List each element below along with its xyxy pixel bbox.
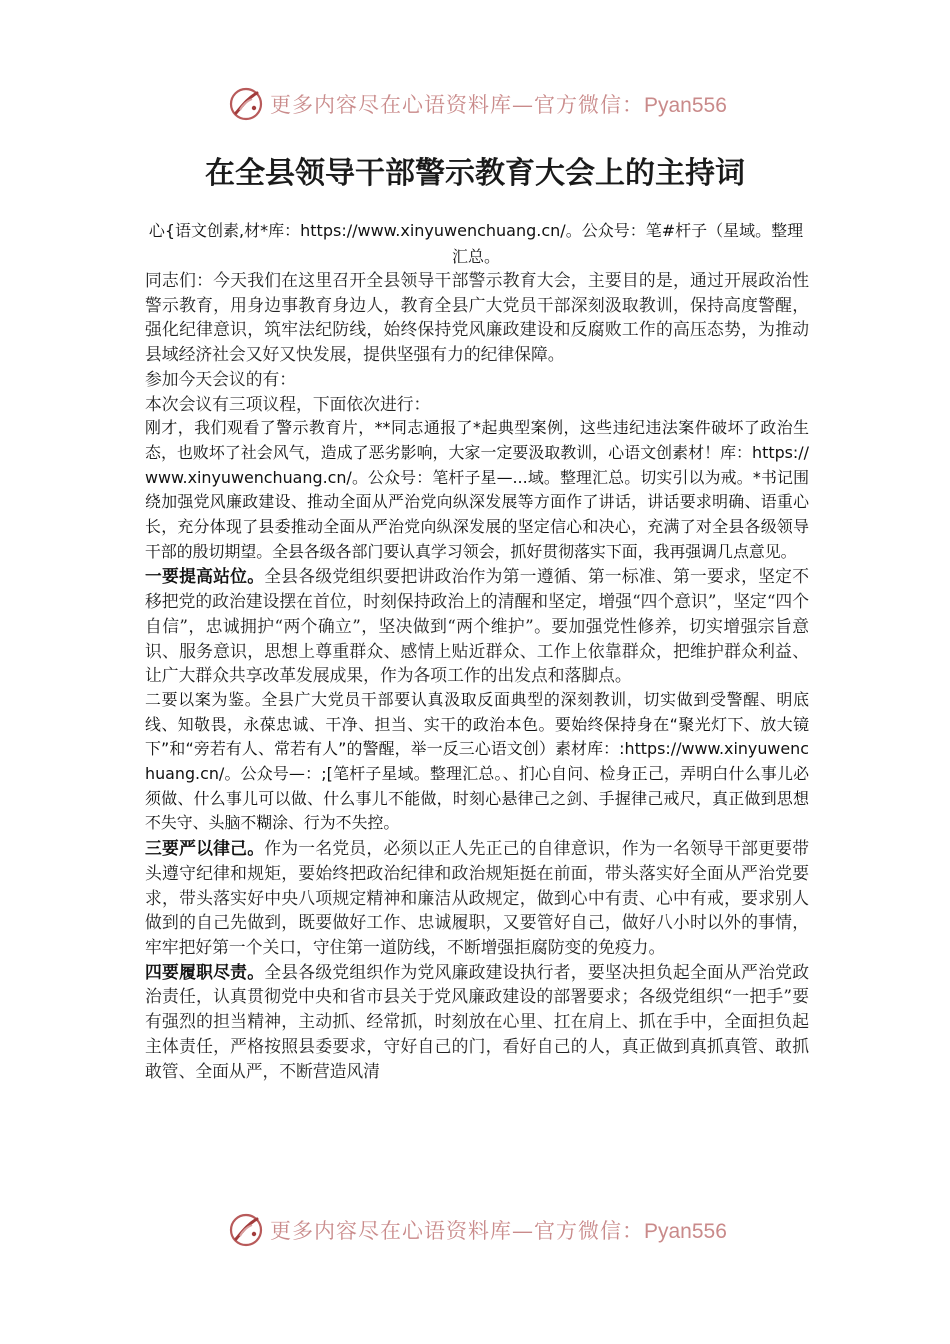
paragraph-attendees: 参加今天会议的有： [145, 368, 297, 389]
footer-banner [228, 1210, 728, 1250]
paragraph-point-1 [145, 564, 809, 688]
paragraph-summary: 刚才，我们观看了警示教育片，**同志通报了*起典型案例，这些违纪违法案件破坏了政治生态，也败坏了社会风气，造成了恶劣影响，大家一定要汲取教训，心语文创素材！库：https://www.xinyuwenchuang.cn/。公众号：笔杆子星—...域。整理汇总。切实引以为戒。*书记围绕加强党风廉政建设、推动全面从严治党向纵深发展等方面作了讲话，讲话要求明确、语重心长，充分体现了县委推动全面从严治党向纵深发展的坚定信心和决心，充满了对全县各级领导干部的殷切期望。全县各级各部门要认真学习领会，抓好贯彻落实下面，我再强调几点意见。 [145, 418, 809, 561]
header-banner [228, 84, 728, 124]
point-3-lead: 三要严以律己。 [145, 838, 265, 859]
banner-main: 更多内容尽在心语资料库—官方微信： [270, 93, 644, 117]
brand-logo-icon [228, 86, 264, 122]
paragraph-point-2: 二要以案为鉴。全县广大党员干部要认真汲取反面典型的深刻教训，切实做到受警醒、明底线、知敬畏，永葆忠诚、干净、担当、实干的政治本色。要始终保持身在“聚光灯下、放大镜下”和“旁若有人、常若有人”的警醒，举一反三心语文创）素材库：:https://www.xinyuwenchuang.cn/。公众号—：;[笔杆子星域。整理汇总。、扪心自问、检身正己，弄明白什么事儿必须做、什么事儿可以做、什么事儿不能做，时刻心悬律己之剑、手握律己戒尺，真正做到思想不失守、头脑不糊涂、行为不失控。 [145, 689, 809, 833]
banner-main: 更多内容尽在心语资料库—官方微信： [270, 1219, 644, 1243]
point-3-text: 作为一名党员，必须以正人先正己的自律意识，作为一名领导干部更要带头遵守纪律和规矩，要始终把政治纪律和政治规矩挺在前面，带头落实好全面从严治党要求，带头落实好中央八项规定精神和廉洁从政规定，做到心中有责、心中有戒，要求别人做到的自己先做到，既要做好工作、忠诚履职，又要管好自己，做好八小时以外的事情，牢牢把好第一个关口，守住第一道防线，不断增强拒腐防变的免疫力。 [145, 838, 809, 957]
paragraph-point-4 [145, 960, 809, 1084]
document-title: 在全县领导干部警示教育大会上的主持词 [205, 156, 745, 191]
point-4-lead: 四要履职尽责。 [145, 961, 265, 982]
point-4-text: 全县各级党组织作为党风廉政建设执行者，要坚决担负起全面从严治党政治责任，认真贯彻党中央和省市县关于党风廉政建设的部署要求；各级党组织“一把手”要有强烈的担当精神，主动抓、经常抓，时刻放在心里、扛在肩上、抓在手中，全面担负起主体责任，严格按照县委要求，守好自己的门，看好自己的人，真正做到真抓真管、敢抓敢管、全面从严，不断营造风清 [145, 961, 809, 1081]
source-note: 心{语文创素,材*库：https://www.xinyuwenchuang.cn/。公众号：笔#杆子（星域。整理汇总。 [148, 221, 804, 266]
paragraph-agenda: 本次会议有三项议程，下面依次进行： [145, 393, 431, 414]
brand-logo-icon [228, 1212, 264, 1248]
document-body [145, 268, 809, 1083]
paragraph-point-3 [145, 836, 809, 960]
banner-text [270, 89, 727, 119]
banner-text [270, 1215, 727, 1245]
point-1-lead: 一要提高站位。 [145, 566, 265, 587]
banner-wechat-id: Pyan556 [644, 1220, 727, 1243]
point-1-text: 全县各级党组织要把讲政治作为第一遵循、第一标准、第一要求，坚定不移把党的政治建设摆在首位，时刻保持政治上的清醒和坚定，增强“四个意识”，坚定“四个自信”，忠诚拥护“两个确立”，坚决做到“两个维护”。要加强党性修养，切实增强宗旨意识、服务意识，思想上尊重群众、感情上贴近群众、工作上依靠群众，把维护群众利益、让广大群众共享改革发展成果，作为各项工作的出发点和落脚点。 [145, 566, 809, 686]
banner-wechat-id: Pyan556 [644, 94, 727, 117]
paragraph-greeting: 同志们：今天我们在这里召开全县领导干部警示教育大会，主要目的是，通过开展政治性警示教育，用身边事教育身边人，教育全县广大党员干部深刻汲取教训，保持高度警醒，强化纪律意识，筑牢法纪防线，始终保持党风廉政建设和反腐败工作的高压态势，为推动县域经济社会又好又快发展，提供坚强有力的纪律保障。 [145, 270, 809, 365]
